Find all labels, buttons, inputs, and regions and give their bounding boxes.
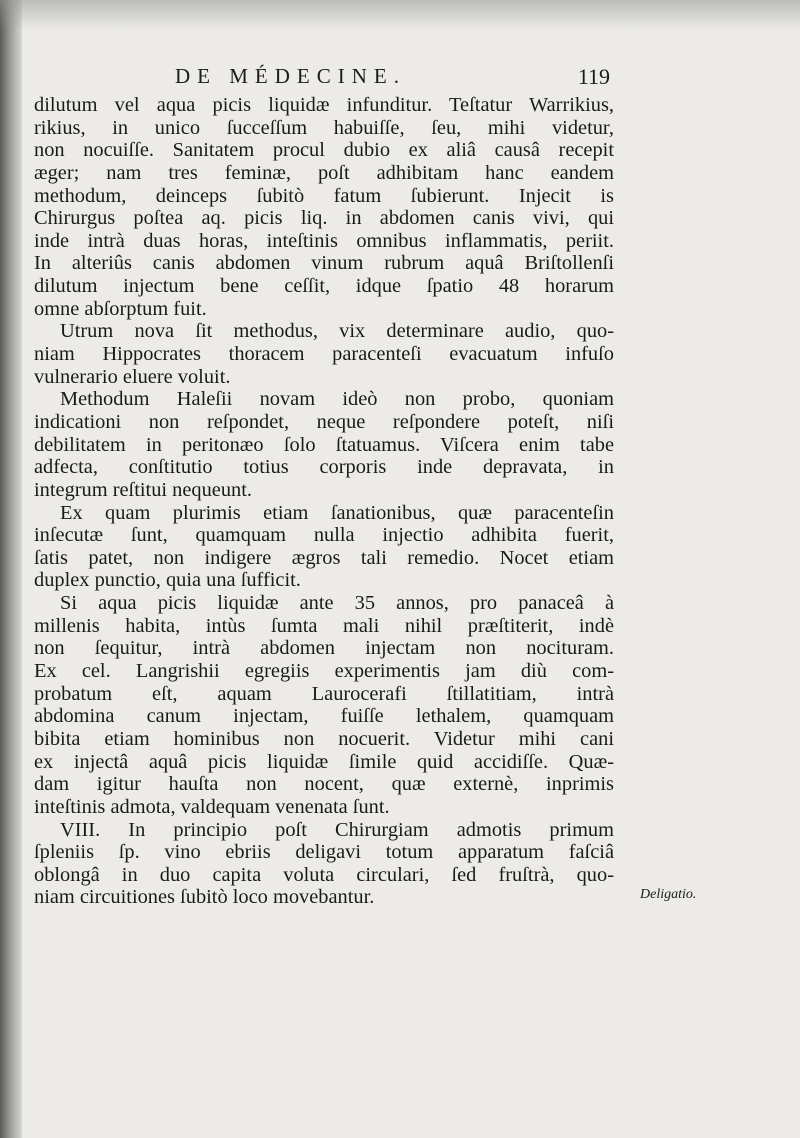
- text-line: VIII. In principio poſt Chirurgiam admotis primum: [60, 818, 614, 841]
- margin-note: Deligatio.: [640, 887, 697, 902]
- text-line: ſpleniis ſp. vino ebriis deligavi totum apparatum faſciâ: [34, 841, 614, 864]
- text-line: Ex cel. Langrishii egregiis experimentis jam diù com-: [34, 660, 614, 683]
- text-line: methodum, deinceps ſubitò fatum ſubierunt. Injecit is: [34, 184, 614, 207]
- running-title: DE MÉDECINE.: [175, 64, 406, 88]
- text-line: Chirurgus poſtea aq. picis liq. in abdomen canis vivi, qui: [34, 207, 614, 230]
- text-line: æger; nam tres feminæ, poſt adhibitam hanc eandem: [34, 161, 614, 184]
- text-line: Si aqua picis liquidæ ante 35 annos, pro panaceâ à: [60, 592, 614, 615]
- text-line: In alteriûs canis abdomen vinum rubrum aquâ Briſtollenſi: [34, 252, 614, 275]
- text-line: inde intrà duas horas, inteſtinis omnibus inflammatis, periit.: [34, 229, 614, 252]
- text-line: abdomina canum injectam, fuiſſe lethalem, quamquam: [34, 705, 614, 728]
- text-line: vulnerario eluere voluit.: [34, 365, 231, 388]
- text-line: Utrum nova ſit methodus, vix determinare audio, quo-: [60, 320, 614, 343]
- text-line: inteſtinis admota, valdequam venenata ſunt.: [34, 795, 390, 818]
- text-line: ſatis patet, non indigere ægros tali remedio. Nocet etiam: [34, 546, 614, 569]
- text-line: dam igitur hauſta non nocent, quæ externè, inprimis: [34, 773, 614, 796]
- text-line: probatum eſt, aquam Laurocerafi ſtillatitiam, intrà: [34, 682, 614, 705]
- text-line: adfecta, conſtitutio totius corporis inde depravata, in: [34, 456, 614, 479]
- text-line: non nocuiſſe. Sanitatem procul dubio ex aliâ causâ recepit: [34, 139, 614, 162]
- text-line: ex injectâ aquâ picis liquidæ ſimile quid accidiſſe. Quæ-: [34, 750, 614, 773]
- text-line: duplex punctio, quia una ſufficit.: [34, 569, 301, 592]
- body-text: [34, 94, 614, 909]
- text-line: debilitatem in peritonæo ſolo ſtatuamus. Viſcera enim tabe: [34, 433, 614, 456]
- text-line: dilutum vel aqua picis liquidæ infunditur. Teſtatur Warrikius,: [34, 94, 614, 116]
- page-number: 119: [577, 64, 610, 89]
- text-line: niam Hippocrates thoracem paracenteſi evacuatum infuſo: [34, 343, 614, 366]
- text-line: millenis habita, intùs ſumta mali nihil præſtiterit, indè: [34, 614, 614, 637]
- text-line: bibita etiam hominibus non nocuerit. Videtur mihi cani: [34, 727, 614, 750]
- text-line: Methodum Haleſii novam ideò non probo, quoniam: [60, 388, 614, 411]
- page-header: [175, 64, 610, 96]
- text-line: dilutum injectum bene ceſſit, idque ſpatio 48 horarum: [34, 275, 614, 298]
- text-line: integrum reſtitui nequeunt.: [34, 478, 253, 501]
- text-line: omne abſorptum fuit.: [34, 297, 207, 320]
- text-line: niam circuitiones ſubitò loco movebantur.: [34, 886, 375, 909]
- text-line: Ex quam plurimis etiam ſanationibus, quæ paracenteſin: [60, 501, 614, 524]
- text-line: indicationi non reſpondet, neque reſpondere poteſt, niſi: [34, 410, 614, 433]
- text-line: non ſequitur, intrà abdomen injectam non nocituram.: [34, 637, 614, 660]
- text-line: rikius, in unico ſucceſſum habuiſſe, ſeu, mihi videtur,: [34, 116, 614, 139]
- text-line: oblongâ in duo capita voluta circulari, ſed fruſtrà, quo-: [34, 863, 614, 886]
- text-line: inſecutæ ſunt, quamquam nulla injectio adhibita fuerit,: [34, 524, 614, 547]
